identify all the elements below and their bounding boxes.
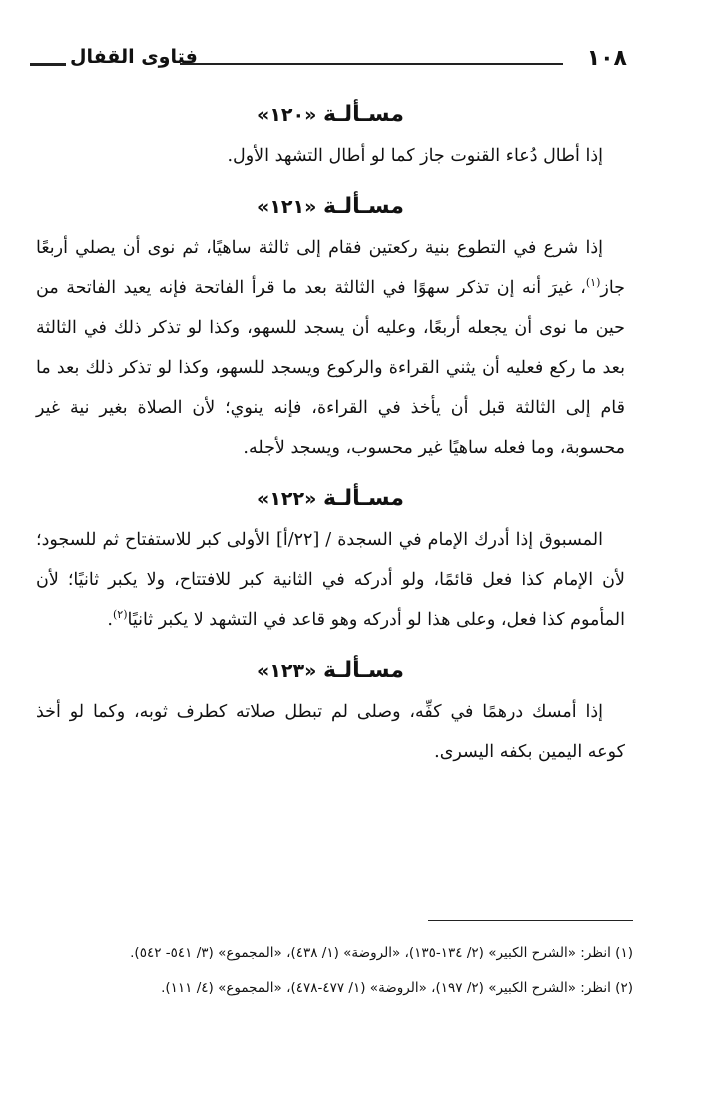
heading-word: مسـألـة — [323, 486, 404, 511]
heading-word: مسـألـة — [323, 194, 404, 219]
heading-number: «١٢٢» — [257, 488, 317, 510]
heading-word: مسـألـة — [323, 102, 404, 127]
footnote-marker[interactable]: (١) — [585, 276, 601, 290]
paragraph-text: . — [107, 610, 113, 630]
section-paragraph-123: إذا أمسك درهمًا في كفِّه، وصلى لم تبطل صلاته كطرف ثوبه، وكما لو أخذ كوعه اليمين بكفه اليسرى. — [36, 702, 625, 762]
section-heading-120 — [36, 94, 625, 136]
section-paragraph-122 — [36, 520, 625, 640]
section-heading-123 — [36, 650, 625, 692]
heading-number: «١٢٠» — [257, 104, 317, 126]
page-number: ١٠٨ — [586, 46, 627, 71]
heading-word: مسـألـة — [323, 658, 404, 683]
book-title-rule — [30, 63, 66, 66]
section-paragraph-121 — [36, 228, 625, 468]
footnote-separator — [428, 920, 633, 921]
footnote-marker[interactable]: (٢) — [112, 608, 128, 622]
page-header — [30, 44, 627, 80]
paragraph-text: إذا شرع في التطوع بنية ركعتين فقام إلى ثالثة ساهيًا، ثم نوى أن يصلي أربعًا جاز — [36, 238, 625, 298]
header-rule — [180, 63, 563, 65]
heading-number: «١٢١» — [257, 196, 317, 218]
section-heading-121 — [36, 186, 625, 228]
paragraph-text: ، غيرَ أنه إن تذكر سهوًا في الثالثة بعد ما قرأ الفاتحة فإنه يعيد الفاتحة من حين ما نوى أن يجعله أربعًا، وعليه أن يسجد للسهو، وكذا لو تذكر ذلك في الثالثة بعد ما ركع فعليه أن يثني القراءة والركوع ويسجد للسهو، وكذا لو تذكر ذلك بعد ما قام إلى الثالثة قبل أن يأخذ في القراءة، فإنه ينوي؛ لأن الصلاة بغير نية غير محسوبة، وما فعله ساهيًا غير محسوب، ويسجد لأجله. — [36, 278, 625, 458]
paragraph-text: المسبوق إذا أدرك الإمام في السجدة / [٢٢/أ] الأولى كبر للاستفتاح ثم للسجود؛ لأن الإمام كذا فعل قائمًا، ولو أدركه في الثانية كبر للافتتاح، ولا يكبر ثانيًا؛ لأن المأموم كذا فعل، وعلى هذا لو أدركه وهو قاعد في التشهد لا يكبر ثانيًا — [36, 530, 625, 630]
footnote-2: (٢) انظر: «الشرح الكبير» (٢/ ١٩٧)، «الروضة» (١/ ٤٧٧-٤٧٨)، «المجموع» (٤/ ١١١). — [161, 980, 633, 996]
section-heading-122 — [36, 478, 625, 520]
heading-number: «١٢٣» — [257, 660, 317, 682]
page-body — [36, 94, 625, 782]
section-paragraph-120: إذا أطال دُعاء القنوت جاز كما لو أطال التشهد الأول. — [227, 146, 603, 166]
footnotes — [36, 938, 633, 1008]
book-title: فتاوى القفال — [70, 46, 198, 68]
footnote-1: (١) انظر: «الشرح الكبير» (٢/ ١٣٤-١٣٥)، «الروضة» (١/ ٤٣٨)، «المجموع» (٣/ ٥٤١- ٥٤٢). — [130, 945, 633, 961]
